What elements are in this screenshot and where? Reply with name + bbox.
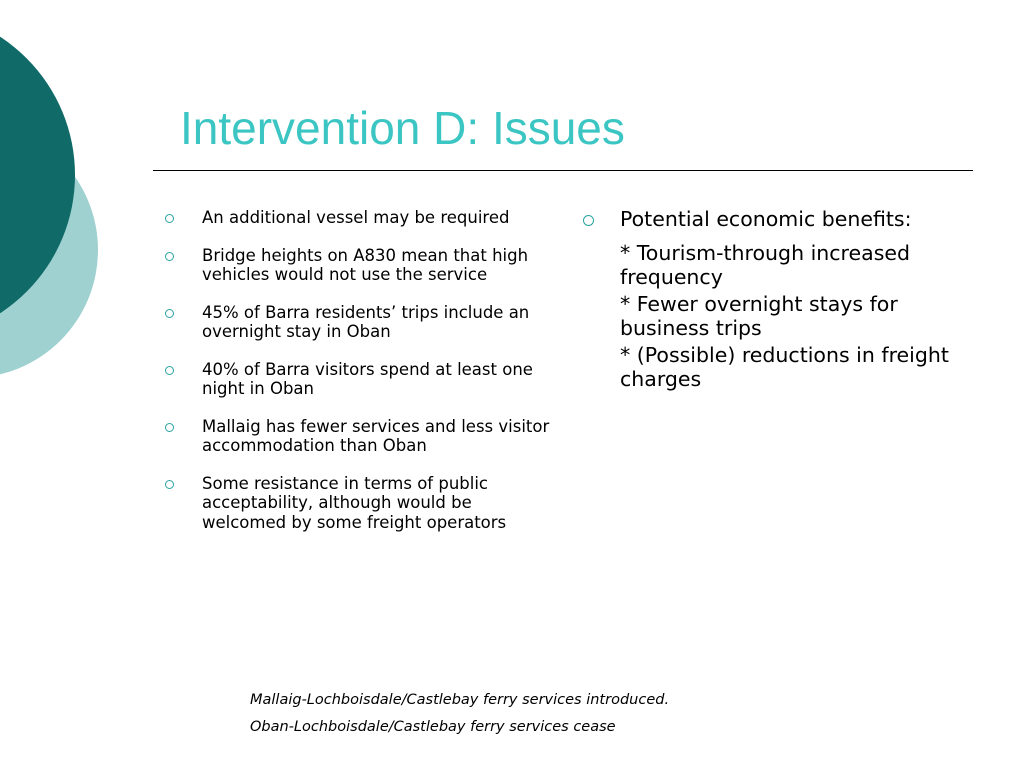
- issues-list: [165, 208, 550, 550]
- title-divider: [153, 170, 973, 171]
- issue-text: Some resistance in terms of public acceptability, although would be welcomed by some freight operators: [202, 473, 507, 532]
- decorative-circles: [0, 0, 110, 420]
- issue-text: 40% of Barra visitors spend at least one night in Oban: [202, 359, 533, 398]
- issue-item: [165, 208, 550, 228]
- issue-item: [165, 246, 550, 285]
- benefits-list: [583, 207, 993, 394]
- benefit-line: * Tourism-through increased frequency: [620, 241, 910, 289]
- circle-bullet-icon: [165, 309, 174, 318]
- circle-bullet-icon: [165, 366, 174, 375]
- circle-bullet-icon: [165, 214, 174, 223]
- issue-text: 45% of Barra residents’ trips include an overnight stay in Oban: [202, 302, 530, 341]
- circle-bullet-icon: [165, 252, 174, 261]
- issue-item: [165, 417, 550, 456]
- slide-title: Intervention D: Issues: [180, 102, 625, 154]
- issue-text: An additional vessel may be required: [202, 208, 510, 227]
- circle-bullet-icon: [583, 215, 594, 226]
- issue-text: Mallaig has fewer services and less visitor accommodation than Oban: [202, 416, 550, 455]
- benefit-line: * (Possible) reductions in freight charges: [620, 343, 949, 391]
- circle-bullet-icon: [165, 480, 174, 489]
- benefit-line: * Fewer overnight stays for business trips: [620, 292, 898, 340]
- footnotes: [250, 690, 950, 744]
- benefits-item: [583, 207, 993, 391]
- benefits-heading: Potential economic benefits:: [620, 207, 912, 231]
- issue-item: [165, 360, 550, 399]
- issue-item: [165, 474, 550, 533]
- issue-item: [165, 303, 550, 342]
- circle-bullet-icon: [165, 423, 174, 432]
- issue-text: Bridge heights on A830 mean that high vehicles would not use the service: [202, 245, 529, 284]
- footnote-line: Oban-Lochboisdale/Castlebay ferry services cease: [250, 719, 616, 735]
- footnote-line: Mallaig-Lochboisdale/Castlebay ferry services introduced.: [250, 692, 670, 708]
